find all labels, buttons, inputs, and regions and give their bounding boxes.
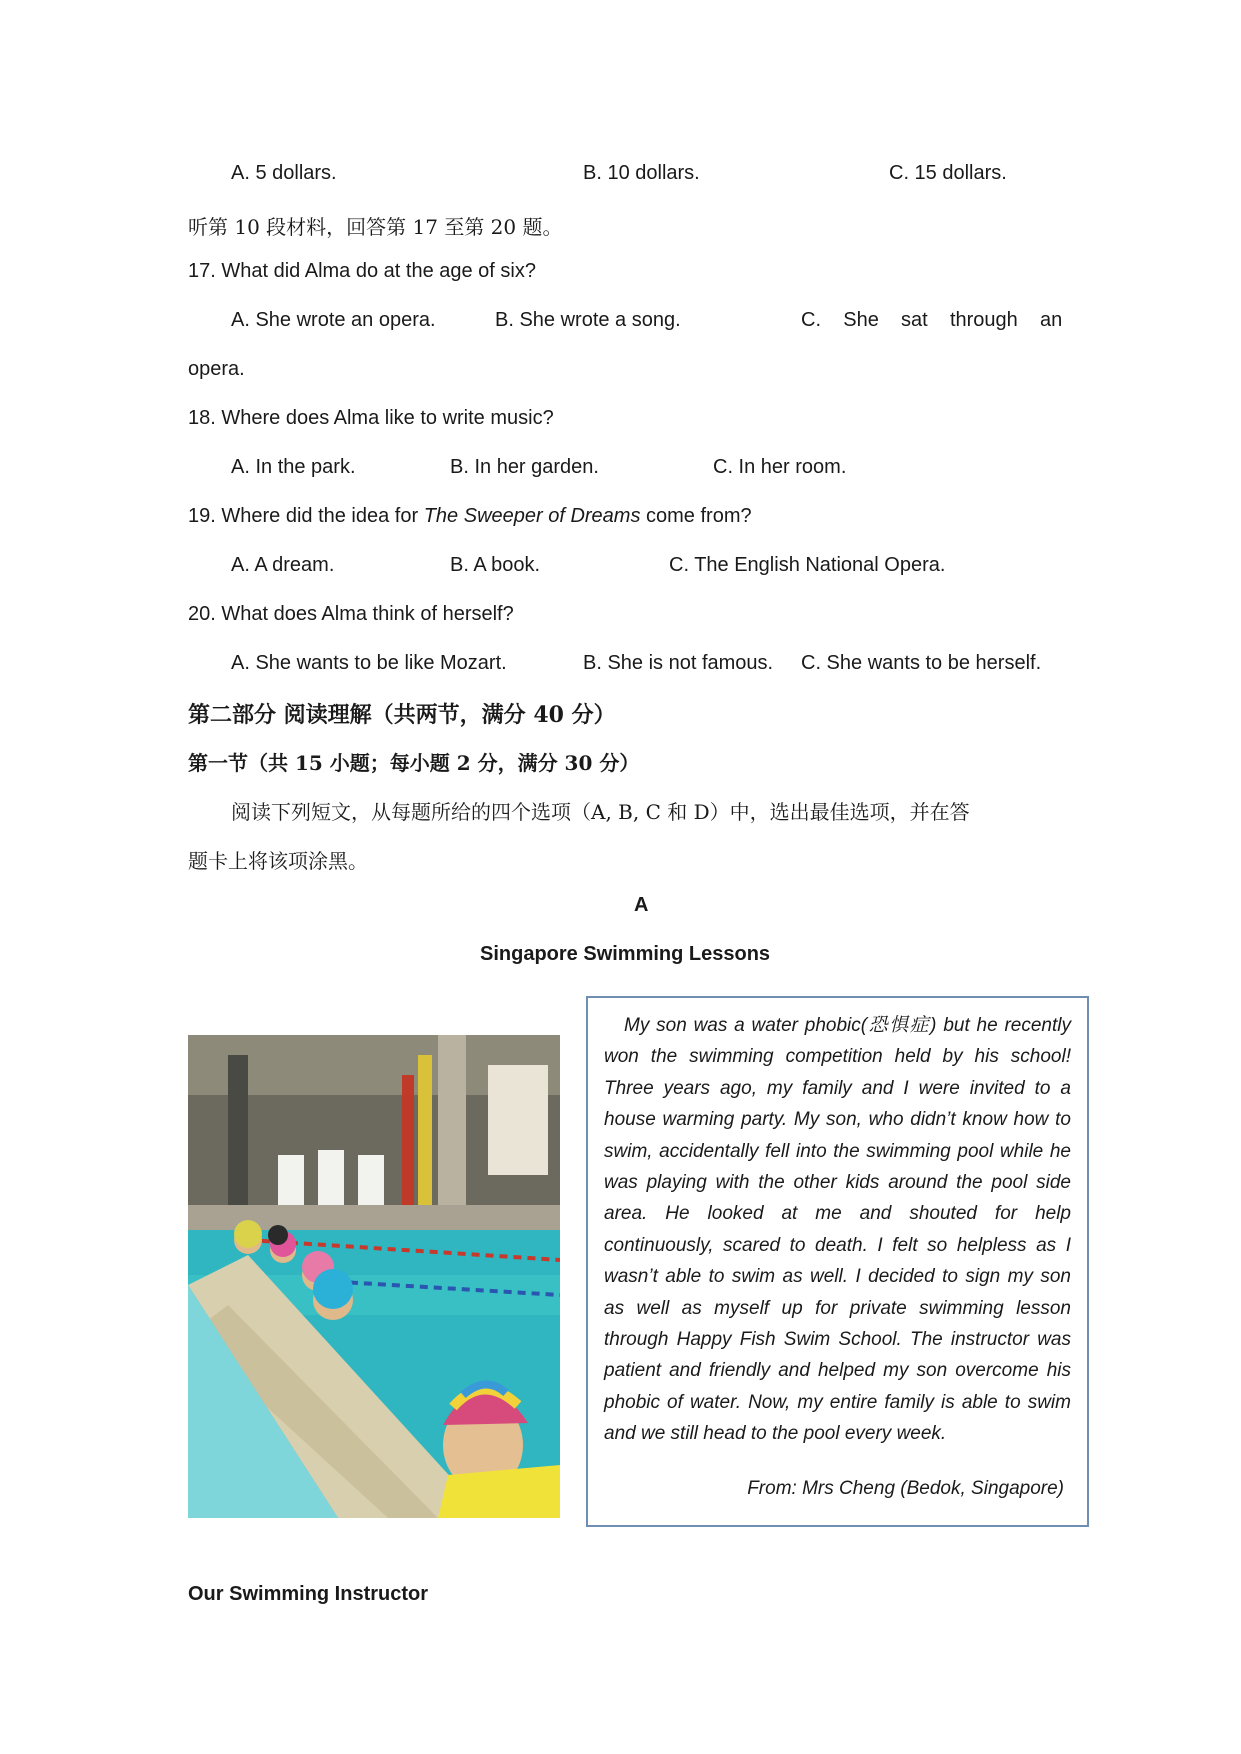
q16-option-a: A. 5 dollars. bbox=[231, 162, 337, 184]
q18-option-a: A. In the park. bbox=[231, 456, 356, 478]
passage-letter: A bbox=[634, 894, 649, 916]
q20-option-a: A. She wants to be like Mozart. bbox=[231, 652, 507, 674]
q16-option-b: B. 10 dollars. bbox=[583, 162, 700, 184]
q18-option-b: B. In her garden. bbox=[450, 456, 599, 478]
q18-question: 18. Where does Alma like to write music? bbox=[188, 407, 554, 429]
testimonial-source: From: Mrs Cheng (Bedok, Singapore) bbox=[747, 1478, 1064, 1499]
reading-instruction-line1: 阅读下列短文，从每题所给的四个选项（A, B, C 和 D）中，选出最佳选项，并在答 bbox=[231, 800, 970, 824]
q17-question: 17. What did Alma do at the age of six? bbox=[188, 260, 536, 282]
q19-option-b: B. A book. bbox=[450, 554, 541, 576]
swimming-pool-photo bbox=[188, 1035, 560, 1518]
section1-heading: 第一节（共 15 小题；每小题 2 分，满分 30 分） bbox=[188, 751, 640, 775]
q16-option-c: C. 15 dollars. bbox=[889, 162, 1007, 184]
q19-title: The Sweeper of Dreams bbox=[423, 505, 641, 527]
q19-option-c: C. The English National Opera. bbox=[669, 554, 946, 576]
q17-option-c-cont: opera. bbox=[188, 358, 245, 380]
q18-option-c: C. In her room. bbox=[713, 456, 847, 478]
q19-option-a: A. A dream. bbox=[231, 554, 335, 576]
q17-option-a: A. She wrote an opera. bbox=[231, 309, 436, 331]
q17-option-c: C. She sat through an bbox=[801, 309, 1063, 331]
passage-title: Singapore Swimming Lessons bbox=[480, 943, 771, 965]
reading-instruction-line2: 题卡上将该项涂黑。 bbox=[188, 849, 368, 873]
q19-question: 19. Where did the idea for The Sweeper of Dreams come from? bbox=[188, 505, 752, 527]
instructor-heading: Our Swimming Instructor bbox=[188, 1583, 429, 1605]
q20-option-c: C. She wants to be herself. bbox=[801, 652, 1042, 674]
q17-option-b: B. She wrote a song. bbox=[495, 309, 681, 331]
testimonial-text: My son was a water phobic(恐惧症) but he recently won the swimming competition held by his school! Three years ago, my family and I were invited to a house warming party. My son, who didn’t know how to swim, accidentally fell into the swimming pool while he was playing with the other kids around the pool side area. He looked at me and shouted for help continuously, scared to death. I felt so helpless as I wasn’t able to swim as well. I decided to sign my son as well as myself up for private swimming lesson through Happy Fish Swim School. The instructor was patient and friendly and helped my son overcome his phobic of water. Now, my entire family is able to swim and we still head to the pool every week. bbox=[604, 1015, 1071, 1445]
q20-option-b: B. She is not famous. bbox=[583, 652, 774, 674]
testimonial-box bbox=[586, 996, 1089, 1527]
part2-heading: 第二部分 阅读理解（共两节，满分 40 分） bbox=[188, 702, 616, 728]
q20-question: 20. What does Alma think of herself? bbox=[188, 603, 514, 625]
listening-instruction: 听第 10 段材料，回答第 17 至第 20 题。 bbox=[188, 215, 563, 239]
